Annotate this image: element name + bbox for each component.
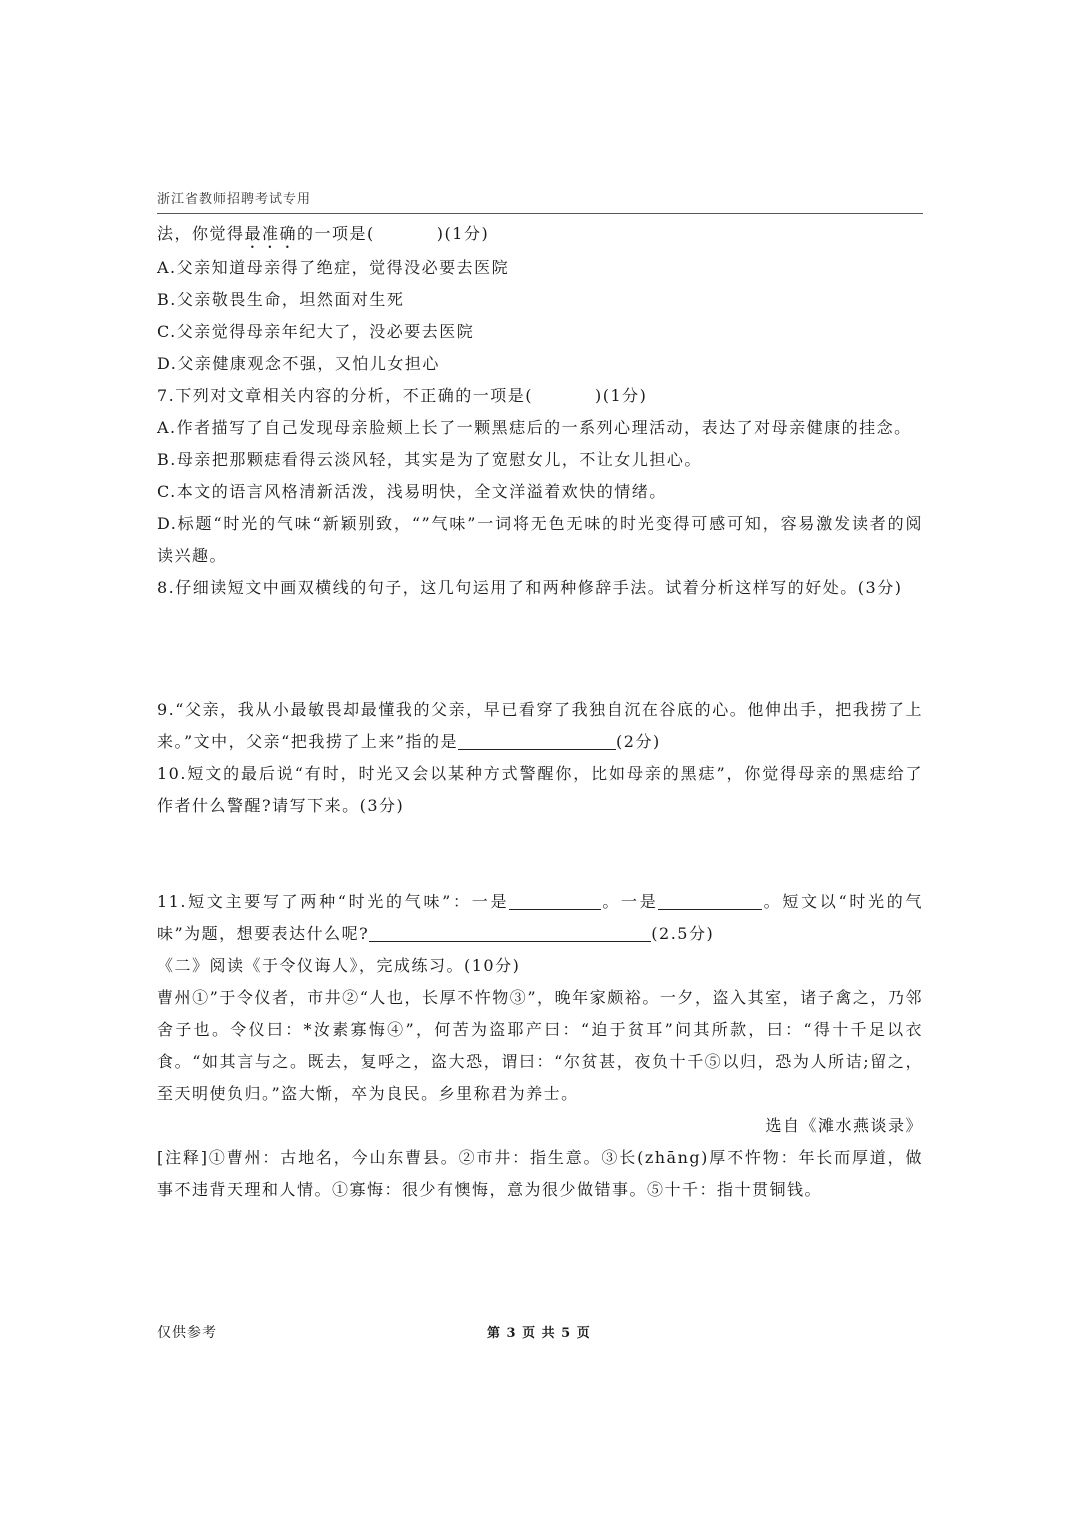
question-6-option-a: A.父亲知道母亲得了绝症，觉得没必要去医院 — [157, 258, 510, 277]
question-7-option-b: B.母亲把那颗痣看得云淡风轻，其实是为了宽慰女儿，不让女儿担心。 — [157, 450, 702, 469]
page-footer — [157, 1322, 923, 1342]
answer-blank — [509, 889, 601, 910]
question-11: 11.短文主要写了两种“时光的气味”：一是 。一是 。短文以“时光的气味”为题，想要表达什么呢? (2.5分) — [157, 886, 923, 950]
answer-blank — [658, 889, 762, 910]
page-content — [157, 218, 923, 1206]
answer-area — [157, 604, 923, 694]
question-9: 9.“父亲，我从小最敏畏却最懂我的父亲，早已看穿了我独自沉在谷底的心。他伸出手，把我捞了上来。”文中，父亲“把我捞了上来”指的是 (2分) — [157, 700, 923, 751]
question-8: 8.仔细读短文中画双横线的句子，这几句运用了和两种修辞手法。试着分析这样写的好处。(3分) — [157, 578, 903, 597]
answer-blank — [369, 921, 651, 942]
footer-note: 仅供参考 — [157, 1325, 217, 1341]
passage-notes: [注释]①曹州：古地名，今山东曹县。②市井：指生意。③长(zhāng)厚不忤物：年长而厚道，做事不违背天理和人情。①寡悔：很少有懊悔，意为很少做错事。⑤十千：指十贯铜钱。 — [157, 1148, 923, 1199]
question-6-stem: 法，你觉得最准确的一项是( )(1分) — [157, 224, 490, 243]
question-7-option-d: D.标题“时光的气味“新颖别致，“”气味”一词将无色无味的时光变得可感可知，容易激发读者的阅读兴趣。 — [157, 514, 923, 565]
question-6-option-c: C.父亲觉得母亲年纪大了，没必要去医院 — [157, 322, 475, 341]
question-7-option-a: A.作者描写了自己发现母亲脸颊上长了一颗黑痣后的一系列心理活动，表达了对母亲健康的挂念。 — [157, 418, 912, 437]
question-6-option-d: D.父亲健康观念不强，又怕儿女担心 — [157, 354, 440, 373]
page-number: 第 3 页 共 5 页 — [487, 1326, 591, 1341]
passage-source: 选自《滩水燕谈录》 — [765, 1116, 923, 1135]
section-2-title: 《二》阅读《于令仪诲人》，完成练习。(10分) — [157, 956, 521, 975]
page-header: 浙江省教师招聘考试专用 — [157, 188, 923, 214]
emphasis-text: 最准确 — [244, 224, 298, 243]
classical-passage: 曹州①”于令仪者，市井②“人也，长厚不忤物③”，晚年家颇裕。一夕，盗入其室，诸子禽之，乃邻舍子也。令仪曰：*汝素寡悔④”，何苦为盗耶产曰：“迫于贫耳”问其所款，曰：“得十千足以衣食。“如其言与之。既去，复呼之，盗大恐，谓曰：“尔贫甚，夜负十千⑤以归，恐为人所诘;留之，至天明使负归。”盗大惭，卒为良民。乡里称君为养士。 — [157, 988, 923, 1103]
question-10: 10.短文的最后说“有时，时光又会以某种方式警醒你，比如母亲的黑痣”，你觉得母亲的黑痣给了作者什么警醒?请写下来。(3分) — [157, 764, 923, 815]
question-6-option-b: B.父亲敬畏生命，坦然面对生死 — [157, 290, 405, 309]
answer-blank — [458, 729, 616, 750]
question-7-option-c: C.本文的语言风格清新活泼，浅易明快，全文洋溢着欢快的情绪。 — [157, 482, 667, 501]
question-7-stem: 7.下列对文章相关内容的分析，不正确的一项是( )(1分) — [157, 386, 648, 405]
answer-area — [157, 822, 923, 886]
